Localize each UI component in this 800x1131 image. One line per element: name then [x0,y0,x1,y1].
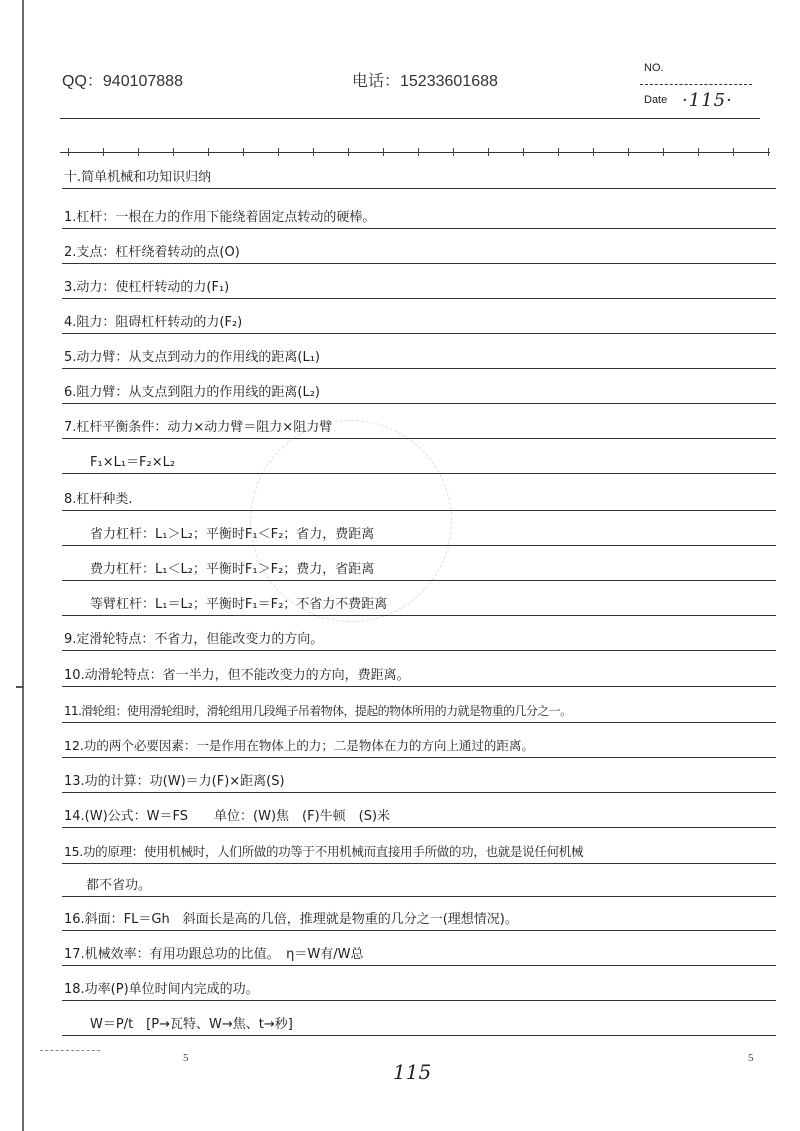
note-line [62,833,776,864]
rule-tick [348,148,349,156]
note-line [62,727,776,758]
footer-dashes [40,1050,100,1051]
rule-tick [383,148,384,156]
note-text: 9.定滑轮特点：不省力，但能改变力的方向。 [64,632,324,647]
formula-text: F₁×L₁＝F₂×L₂ [90,455,176,470]
note-line [62,268,776,299]
note-text: 6.阻力臂：从支点到阻力的作用线的距离(L₂) [64,385,321,400]
note-text: 8.杠杆种类. [64,492,133,507]
note-line [62,303,776,334]
note-text: 省力杠杆：L₁＞L₂；平衡时F₁＜F₂；省力，费距离 [90,527,375,542]
note-line [62,900,776,931]
rule-tick [628,148,629,156]
note-line [62,338,776,369]
note-line [62,797,776,828]
note-text: 12.功的两个必要因素：一是作用在物体上的力；二是物体在力的方向上通过的距离。 [64,738,534,753]
note-line [62,443,776,474]
note-line [62,198,776,229]
rule-tick [208,148,209,156]
header-rule [60,118,760,119]
rule-tick [173,148,174,156]
note-text: 10.动滑轮特点：省一半力，但不能改变力的方向，费距离。 [64,668,410,683]
note-text: 14.(W)公式：W＝FS 单位：(W)焦 (F)牛顿 (S)米 [64,809,391,824]
note-line [62,935,776,966]
note-line [62,762,776,793]
formula-text: W＝P/t [P→瓦特、W→焦、t→秒] [90,1017,293,1032]
footer-right-mark: 5 [748,1052,754,1064]
rule-tick [138,148,139,156]
note-text: 18.功率(P)单位时间内完成的功。 [64,982,259,997]
rule-tick [593,148,594,156]
date-label: Date [644,94,668,106]
note-line [62,656,776,687]
rule-tick [418,148,419,156]
binding-edge [22,0,24,1131]
note-line [62,866,776,897]
note-text: 都不省功。 [86,878,152,893]
note-text: 2.支点：杠杆绕着转动的点(O) [64,245,240,260]
rule-tick [698,148,699,156]
rule-tick [488,148,489,156]
phone-contact: 电话：15233601688 [352,73,498,90]
rule-tick [523,148,524,156]
note-text: 3.动力：使杠杆转动的力(F₁) [64,280,230,295]
note-line [62,970,776,1001]
footer-left-mark: 5 [183,1052,189,1064]
rule-tick [68,148,69,156]
note-line [62,515,776,546]
qq-contact: QQ：940107888 [62,73,183,90]
date-value: ·115· [682,90,733,111]
rule-tick [243,148,244,156]
note-line [62,408,776,439]
rule-tick [558,148,559,156]
rule-tick [278,148,279,156]
note-text: 16.斜面：FL＝Gh 斜面长是高的几倍，推理就是物重的几分之一(理想情况)。 [64,912,518,927]
note-line [62,692,776,723]
note-line [62,620,776,651]
rule-tick [453,148,454,156]
note-text: 等臂杠杆：L₁＝L₂；平衡时F₁＝F₂；不省力不费距离 [90,597,388,612]
note-line [62,585,776,616]
note-text: 13.功的计算：功(W)＝力(F)×距离(S) [64,774,285,789]
page-number: 115 [393,1060,432,1084]
note-text: 11.滑轮组：使用滑轮组时，滑轮组用几段绳子吊着物体，提起的物体所用的力就是物重的几分之一。 [64,704,572,718]
note-line [62,158,776,189]
rule-tick [733,148,734,156]
rule-tick [313,148,314,156]
note-text: 费力杠杆：L₁＜L₂；平衡时F₁＞F₂；费力，省距离 [90,562,375,577]
note-line [62,480,776,511]
note-line [62,1005,776,1036]
note-text: 7.杠杆平衡条件：动力×动力臂＝阻力×阻力臂 [64,420,333,435]
section-title: 十.简单机械和功知识归纳 [64,170,212,185]
binding-tick [16,686,24,688]
note-line [62,550,776,581]
rule-tick [103,148,104,156]
no-label: NO. [644,62,664,74]
note-text: 4.阻力：阻碍杠杆转动的力(F₂) [64,315,243,330]
note-line [62,233,776,264]
rule-tick [663,148,664,156]
no-field-line [640,84,752,85]
note-text: 5.动力臂：从支点到动力的作用线的距离(L₁) [64,350,321,365]
note-line [62,373,776,404]
note-text: 17.机械效率：有用功跟总功的比值。 η＝W有/W总 [64,947,364,962]
rule-tick [768,148,769,156]
note-text: 15.功的原理：使用机械时，人们所做的功等于不用机械而直接用手所做的功，也就是说任何机械 [64,844,584,859]
note-text: 1.杠杆：一根在力的作用下能绕着固定点转动的硬棒。 [64,210,376,225]
